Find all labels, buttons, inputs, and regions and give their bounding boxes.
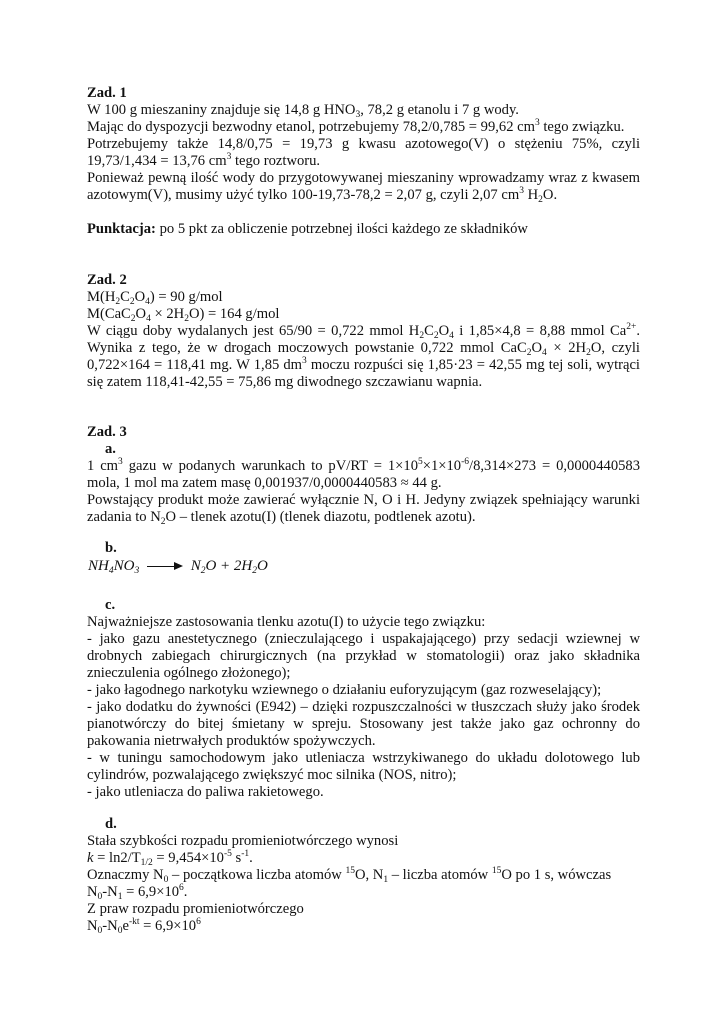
task-3c-line-10: cylindrów, pozwalającego zwiększyć moc silnika (NOS, nitro);: [87, 767, 457, 783]
task-3c-line-6: - jako dodatku do żywności (E942) – dzięki rozpuszczalności w tłuszczach służy jako środek: [87, 699, 640, 715]
task-3c-line-2: - jako gazu anestetycznego (znieczulającego i uspakajającego) przy sedacji wziewnej w: [87, 631, 640, 647]
task-3c-line-3: drobnych zabiegach chirurgicznych (na przykład w stomatologii) oraz jako składnika: [87, 648, 640, 664]
task-2-title: Zad. 2: [87, 272, 127, 288]
task-1-line-2: Mając do dyspozycji bezwodny etanol, potrzebujemy 78,2/0,785 = 99,62 $cm^3$ tego związku.: [87, 118, 625, 135]
task-3a-label: a.: [105, 441, 116, 457]
task-1-line-4: 19,73/1,434 = 13,76 $cm^3$ tego roztworu.: [87, 152, 321, 169]
reaction-arrow-icon: [147, 562, 183, 572]
task-3a-line-2: mola, 1 mol ma zatem masę 0,001937/0,0000440583 ≈ 44 g.: [87, 475, 442, 491]
task-1-line-1: W 100 g mieszaniny znajduje się 14,8 g $HNO_3$, 78,2 g etanolu i 7 g wody.: [87, 102, 519, 120]
task-2-line-2: $M(CaC_2O_4 \times 2H_2O) = 164$ g/mol: [87, 306, 280, 324]
task-1-line-5: Ponieważ pewną ilość wody do przygotowywanej mieszaniny wprowadzamy wraz z kwasem: [87, 170, 640, 186]
task-3c-line-5: - jako łagodnego narkotyku wziewnego o działaniu euforyzującym (gaz rozweselający);: [87, 682, 602, 698]
task-3d-line-3: Oznaczmy $N_0$ – początkowa liczba atomów $^{15}$O, $N_1$ – liczba atomów $^{15}$O po 1 s, wówczas: [87, 866, 612, 885]
task-3c-line-9: - w tuningu samochodowym jako utleniacza wstrzykiwanego do układu dolotowego lub: [87, 750, 640, 766]
task-3c-line-8: pakowania nietrwałych produktów spożywczych.: [87, 733, 376, 749]
reaction-equation: $NH_4NO_3$ $N_2O + 2H_2O$: [88, 558, 268, 576]
task-2-line-6: się zatem 118,41-42,55 = 75,86 mg diwodnego szczawianu wapnia.: [87, 374, 483, 390]
task-1-scoring: Punktacja: po 5 pkt za obliczenie potrzebnej ilości każdego ze składników: [87, 221, 528, 237]
task-2-line-1: $M(H_2C_2O_4) = 90$ g/mol: [87, 289, 223, 307]
task-3c-label: c.: [105, 597, 116, 613]
scoring-label: Punktacja:: [87, 221, 156, 237]
task-3a-line-4: zadania to $N_2O$ – tlenek azotu(I) (tlenek diazotu, podtlenek azotu).: [87, 509, 476, 527]
task-3c-line-1: Najważniejsze zastosowania tlenku azotu(I) to użycie tego związku:: [87, 614, 486, 630]
task-3d-label: d.: [105, 816, 117, 832]
task-1-title: Zad. 1: [87, 85, 127, 101]
task-3d-line-5: Z praw rozpadu promieniotwórczego: [87, 901, 304, 917]
task-1-line-6: azotowym(V), musimy użyć tylko 100-19,73-78,2 = 2,07 g, czyli 2,07 $cm^3$ $H_2O$.: [87, 186, 558, 205]
task-2-line-5: 0,722×164 = 118,41 mg. W 1,85 $dm^3$ moczu rozpuści się 1,85·23 = 42,55 mg tej soli, wytrąci: [87, 356, 640, 373]
task-3d-line-2: $k = \ln 2/T_{1/2} = 9,454\times 10^{-5}$ $s^{-1}$.: [87, 849, 253, 868]
task-3c-line-4: znieczulenia ogólnego złożonego);: [87, 665, 291, 681]
task-3a-line-3: Powstający produkt może zawierać wyłącznie N, O i H. Jedyny związek spełniający warunki: [87, 492, 640, 508]
task-1-line-3: Potrzebujemy także 14,8/0,75 = 19,73 g kwasu azotowego(V) o stężeniu 75%, czyli: [87, 136, 640, 152]
task-3d-line-6: $N_0-N_0e^{-kt} = 6,9\times 10^6$: [87, 917, 201, 936]
task-3c-line-7: pianotwórczy do bitej śmietany w spreju. Stosowany jest także jako gaz ochronny do: [87, 716, 640, 732]
task-2-line-3: W ciągu doby wydalanych jest 65/90 = 0,722 mmol $H_2C_2O_4$ i 1,85×4,8 = 8,88 mmol $Ca^{2+}$.: [87, 322, 640, 341]
task-3d-line-4: $N_0-N_1 = 6,9\times 10^6$.: [87, 883, 188, 902]
task-3b-label: b.: [105, 540, 117, 556]
task-3-title: Zad. 3: [87, 424, 127, 440]
task-3c-line-11: - jako utleniacza do paliwa rakietowego.: [87, 784, 324, 800]
task-3a-line-1: 1 $cm^3$ gazu w podanych warunkach to $pV/RT = 1\times 10^5\times 1\times 10^{-6}/8,314\times 273 = 0,0000440583$: [87, 457, 641, 474]
task-2-line-4: Wynika z tego, że w drogach moczowych powstanie 0,722 mmol $CaC_2O_4 \times 2H_2O$, czyli: [87, 340, 640, 358]
task-3d-line-1: Stała szybkości rozpadu promieniotwórczego wynosi: [87, 833, 399, 849]
